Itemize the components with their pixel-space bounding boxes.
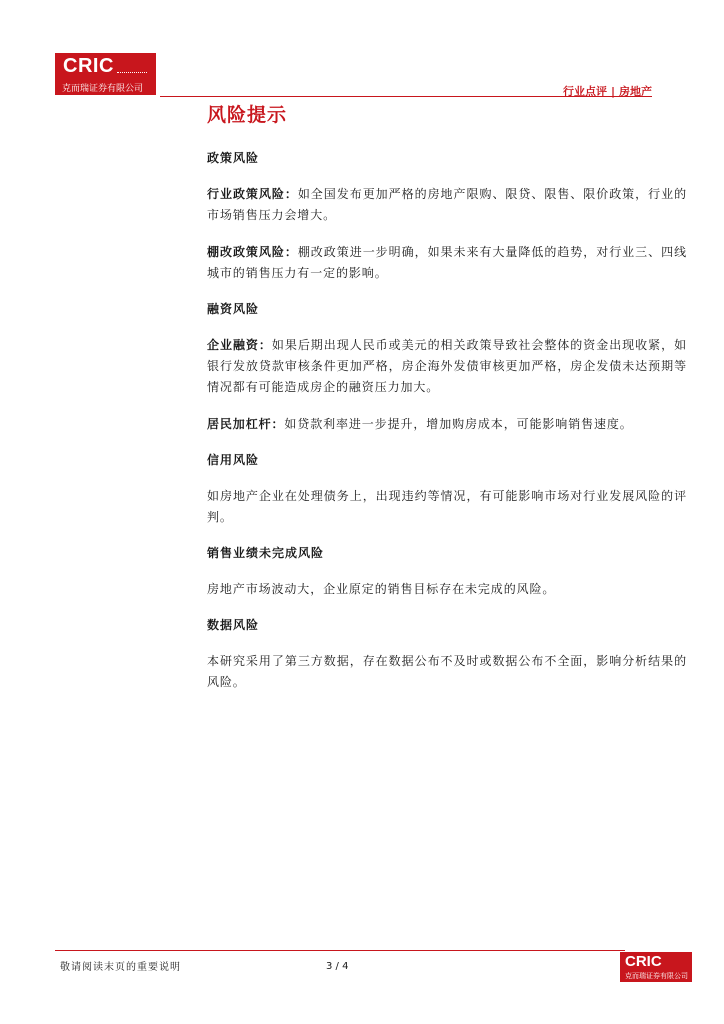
paragraph <box>207 579 687 600</box>
paragraph <box>207 414 687 435</box>
section-title: 政策风险 <box>207 151 260 165</box>
page-number: 3 / 4 <box>326 961 349 972</box>
page-title: 风险提示 <box>207 104 288 126</box>
paragraph <box>207 242 687 284</box>
paragraph-text: 如全国发布更加严格的房地产限购、限贷、限售、限价政策，行业的市场销售压力会增大。 <box>207 187 687 222</box>
paragraph <box>207 486 687 528</box>
logo-brand-text: CRIC <box>63 55 114 77</box>
paragraph <box>207 651 687 693</box>
category-separator: | <box>610 85 615 98</box>
paragraph-text: 如贷款利率进一步提升，增加购房成本，可能影响销售速度。 <box>284 417 633 431</box>
section-title: 融资风险 <box>207 302 260 316</box>
footer-logo <box>620 952 692 982</box>
section-title: 销售业绩未完成风险 <box>207 546 325 560</box>
paragraph-label: 行业政策风险： <box>207 187 298 201</box>
section-title: 数据风险 <box>207 618 260 632</box>
paragraph-text: 如果后期出现人民币或美元的相关政策导致社会整体的资金出现收紧，如银行发放贷款审核条件更加严格，房企海外发债审核更加严格，房企发债未达预期等情况都有可能造成房企的融资压力加大。 <box>207 338 687 394</box>
paragraph-text: 如房地产企业在处理债务上，出现违约等情况，有可能影响市场对行业发展风险的评判。 <box>207 489 687 524</box>
paragraph <box>207 335 687 398</box>
logo-decoration <box>117 72 147 75</box>
company-logo <box>55 53 156 95</box>
footer-logo-brand-text: CRIC <box>625 953 662 970</box>
paragraph-text: 棚改政策进一步明确，如果未来有大量降低的趋势，对行业三、四线城市的销售压力有一定的影响。 <box>207 245 687 280</box>
paragraph <box>207 184 687 226</box>
paragraph-label: 棚改政策风险： <box>207 245 298 259</box>
main-content <box>207 100 687 709</box>
paragraph-text: 房地产市场波动大，企业原定的销售目标存在未完成的风险。 <box>207 582 556 596</box>
paragraph-label: 企业融资： <box>207 338 272 352</box>
paragraph-label: 居民加杠杆： <box>207 417 285 431</box>
footer-divider <box>55 950 625 951</box>
footer-logo-company-name: 克而瑞证券有限公司 <box>625 972 688 980</box>
subcategory-label: 房地产 <box>619 85 652 98</box>
logo-company-name: 克而瑞证券有限公司 <box>62 84 144 94</box>
footer-disclaimer-note: 敬请阅读末页的重要说明 <box>60 962 181 973</box>
category-label: 行业点评 <box>562 85 607 98</box>
section-title: 信用风险 <box>207 453 260 467</box>
header-divider <box>160 96 652 97</box>
paragraph-text: 本研究采用了第三方数据，存在数据公布不及时或数据公布不全面，影响分析结果的风险。 <box>207 654 687 689</box>
